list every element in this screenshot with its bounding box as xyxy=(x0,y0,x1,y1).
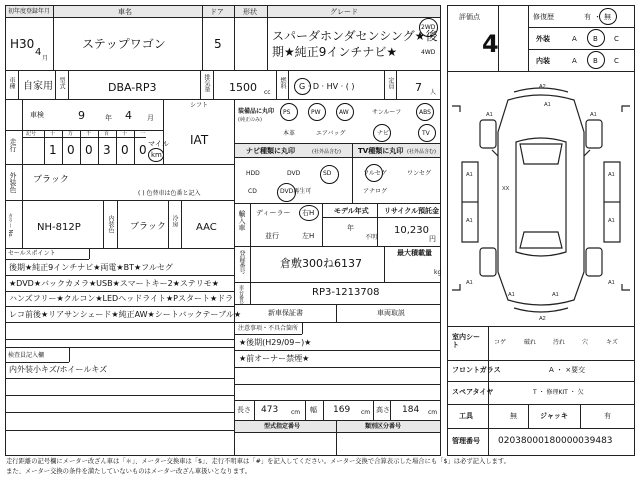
sales-line-1: 後期★純正9インチナビ★両電★BT★フルセグ xyxy=(9,263,173,272)
spare-label: スペアタイヤ xyxy=(452,388,494,396)
mileage-label: 走行 xyxy=(9,138,17,152)
digit-header: 十 xyxy=(122,131,128,137)
mark-r-front-door: A1 xyxy=(608,172,615,178)
navi-option: DVD再生可 xyxy=(280,188,312,195)
tools-label: 工具 xyxy=(459,412,473,420)
mark-fl-fender: A1 xyxy=(486,112,493,118)
reg-year-label: 初年度登録年月 xyxy=(8,8,51,15)
seat-option: キズ xyxy=(606,339,618,346)
cc-unit: cc xyxy=(264,89,271,96)
sales-line-3: ハンズフリー★クルコン★LEDヘッドライト★Pスタート★ドラ xyxy=(9,294,234,303)
seat-option: コゲ xyxy=(494,339,507,346)
inspection-month-unit: 月 xyxy=(147,114,154,122)
recycle-value: 10,230 xyxy=(394,225,429,236)
mileage-digit: 1 xyxy=(49,143,57,157)
model-year-unknown: 不明 xyxy=(365,234,378,241)
height-unit: cm xyxy=(428,409,438,416)
interior-seat-label: 室内シート xyxy=(452,333,480,350)
equip-item: PS xyxy=(283,109,291,116)
capacity-label: 定員 xyxy=(387,77,394,89)
equip-item: 本革 xyxy=(283,130,296,137)
model-year-label: モデル年式 xyxy=(334,207,369,215)
int-grade-label: 内装 xyxy=(536,57,550,65)
color-note: ( ) 色替車は色番と記入 xyxy=(138,190,201,197)
exterior-color: ブラック xyxy=(33,175,69,185)
drive-2wd: 2WD xyxy=(421,24,436,31)
score-value: 4 xyxy=(482,30,499,58)
spare-value: T ・ 修理KIT ・ 欠 xyxy=(533,389,584,396)
length-label: 長さ xyxy=(237,406,251,414)
sales-line-2: ★DVD★バックカメラ★USB★スマートキー2★ステリモ★ xyxy=(9,279,219,288)
unit-km: km xyxy=(151,151,162,159)
fuel-options: G · D · HV · ( ) xyxy=(299,82,355,91)
model-value: DBA-RP3 xyxy=(108,81,157,94)
ext-grade-c: C xyxy=(614,35,619,43)
seat-option: 穴 xyxy=(582,339,589,346)
ext-grade-b: B xyxy=(593,35,598,43)
category-label: 類別区分番号 xyxy=(365,423,402,430)
notes-label: 注意事項・不具合箇所 xyxy=(238,325,299,332)
mileage-digit: 0 xyxy=(139,143,147,157)
drive-4wd: 4WD xyxy=(421,49,436,56)
width-label: 幅 xyxy=(310,406,317,414)
mileage-digit: 0 xyxy=(67,143,75,157)
mileage-note-label: 記号 xyxy=(26,131,37,137)
shift-label: シフト xyxy=(190,102,209,109)
jack-label: ジャッキ xyxy=(540,412,568,420)
warranty-manual: 車両取説 xyxy=(377,309,405,317)
digit-header: 百 xyxy=(104,131,110,137)
capacity-value: 7 xyxy=(415,81,422,94)
person-unit: 人 xyxy=(430,89,437,96)
tv-sublabel: (社外品含む) xyxy=(407,149,436,155)
digit-header: 万 xyxy=(68,131,74,137)
inspector-label: 検査員記入欄 xyxy=(8,352,45,359)
tv-option: フルセグ xyxy=(363,170,387,177)
recycle-label: リサイクル預託金 xyxy=(384,207,440,215)
chassis-label: 車台番号 xyxy=(238,285,244,305)
mileage-digit: 0 xyxy=(121,143,129,157)
tv-option: アナログ xyxy=(363,188,388,195)
width-unit: cm xyxy=(361,409,371,416)
type-designation-label: 型式指定番号 xyxy=(264,423,301,430)
navi-option: CD xyxy=(248,188,257,195)
mgmt-value: 020380001800000394​83 xyxy=(498,436,613,446)
import-parallel: 並行 xyxy=(265,232,279,240)
color-code-label: カラー No. xyxy=(7,213,13,238)
tv-label: TV種類に丸印 xyxy=(358,147,404,155)
mileage-digit: 0 xyxy=(85,143,93,157)
color-code-value: NH-812P xyxy=(37,222,81,233)
model-label: 型式 xyxy=(58,77,65,89)
ac-label: 冷房 xyxy=(171,215,178,227)
footer-line-2: また、メーター交換の条件を満たしていないものはメーター改ざん車扱いとなります。 xyxy=(6,468,252,475)
mark-l-front-door: A1 xyxy=(466,172,473,178)
mark-r-rear-door: A1 xyxy=(608,218,615,224)
mark-rr: A1 xyxy=(552,292,559,298)
equip-item: ナビ xyxy=(377,130,390,137)
navi-option: DVD xyxy=(287,170,301,177)
doors-label: ドア xyxy=(210,8,224,16)
grade-label: グレード xyxy=(330,8,358,16)
mgmt-label: 管理番号 xyxy=(452,437,480,445)
mileage-digit: 3 xyxy=(103,143,111,157)
int-grade-b: B xyxy=(593,57,598,65)
digit-header: 一 xyxy=(140,131,146,137)
length-unit: cm xyxy=(291,409,301,416)
yen-unit: 円 xyxy=(429,235,436,243)
fuel-label: 燃料 xyxy=(279,77,286,89)
shift-value: IAT xyxy=(190,133,209,147)
digit-header: 十 xyxy=(50,131,56,137)
tv-option: ワンセグ xyxy=(407,170,432,177)
inspection-label: 車検 xyxy=(30,111,44,119)
repair-no: 無 xyxy=(604,13,611,21)
equipment-label: 装備品に丸印 xyxy=(238,108,275,115)
import-left: 左H xyxy=(302,232,315,240)
interior-color-label: 内装色 xyxy=(107,215,114,233)
mark-rear-bumper: A2 xyxy=(539,316,546,322)
repair-dot: ・ xyxy=(594,13,601,21)
car-body-diagram xyxy=(448,72,634,324)
digit-header: 千 xyxy=(86,131,92,137)
glass-label: フロントガラス xyxy=(452,366,501,374)
equip-item: AW xyxy=(339,109,349,116)
repair-label: 修復歴 xyxy=(533,13,554,21)
navi-label: ナビ種類に丸印 xyxy=(246,147,295,155)
interior-color-value: ブラック xyxy=(130,222,166,232)
grade-line-1: スパーダホンダセンシング★後 xyxy=(272,29,438,43)
navi-sublabel: (社外品含む) xyxy=(312,149,341,155)
reg-month: 4 xyxy=(35,47,42,58)
mark-xx: XX xyxy=(502,186,510,192)
grade-line-2: 期★純正9インチナビ★ xyxy=(272,45,398,59)
displacement-label: 排気量 xyxy=(203,74,210,92)
name-label: 車名 xyxy=(118,8,132,16)
seat-option: 破れ xyxy=(524,339,537,346)
mark-rl: A1 xyxy=(508,292,515,298)
tools-value: 無 xyxy=(510,412,517,420)
mark-l-rear-door: A1 xyxy=(466,218,473,224)
shape-label: 形状 xyxy=(243,8,257,16)
sales-line-4: レコ前後★リアサンシェード★純正AW★シートバックテーブル★ xyxy=(9,310,241,319)
model-year-unit: 年 xyxy=(347,224,354,232)
seat-option: 汚れ xyxy=(553,339,566,346)
navi-option: SD xyxy=(323,170,332,177)
import-label: 輸入車 xyxy=(238,210,246,231)
height-label: 高さ xyxy=(376,406,390,414)
equip-item: ABS xyxy=(419,109,431,116)
mark-r-quarter: A1 xyxy=(608,280,615,286)
repair-yes: 有 xyxy=(584,13,591,21)
chassis-value: RP3-1213708 xyxy=(312,287,380,298)
car-name: ステップワゴン xyxy=(82,37,166,51)
kg-unit: kg xyxy=(434,269,442,276)
equip-item: サンルーフ xyxy=(372,109,402,116)
equip-item: TV xyxy=(422,130,430,137)
unit-mile: マイル xyxy=(148,140,169,148)
score-label: 評価点 xyxy=(459,13,480,21)
sales-points-label: セールスポイント xyxy=(8,250,56,257)
doors-value: 5 xyxy=(214,37,222,51)
jack-value: 有 xyxy=(604,412,611,420)
ext-grade-a: A xyxy=(572,35,577,43)
ac-value: AAC xyxy=(196,222,217,233)
mark-front-bumper: A2 xyxy=(539,84,546,90)
equipment-sublabel: (純正のみ) xyxy=(238,117,262,123)
inspection-year: 9 xyxy=(78,109,85,122)
inspection-year-unit: 年 xyxy=(105,114,112,122)
width-value: 169 xyxy=(333,405,351,415)
footer-line-1: 走行距離の記号欄にメーター改ざん車は「＊」、メーター交換車は「$」、走行不明車は「#」を記入してください。メーター交換で合算表示した場合にも「$」は必ず記入します。 xyxy=(6,458,510,465)
exterior-label: 外装色 xyxy=(9,172,17,193)
mark-hood: A1 xyxy=(544,102,551,108)
inspection-month: 4 xyxy=(125,109,132,122)
ext-grade-label: 外装 xyxy=(536,35,550,43)
height-value: 184 xyxy=(402,405,420,415)
navi-option: HDD xyxy=(246,170,260,177)
warranty-new-car: 新車保証書 xyxy=(268,309,303,317)
displacement-value: 1500 xyxy=(229,81,257,94)
reg-month-unit: 月 xyxy=(42,55,49,62)
max-load-label: 最大積載量 xyxy=(397,249,432,257)
registration-label: 登録番号 xyxy=(238,250,245,274)
int-grade-c: C xyxy=(614,57,619,65)
mark-l-quarter: A1 xyxy=(466,280,473,286)
mark-fr-fender: A1 xyxy=(590,112,597,118)
import-right: 右H xyxy=(302,209,315,217)
use-value: 自家用 xyxy=(23,81,53,92)
inspector-text: 内外装小キズ/ホイールキズ xyxy=(9,365,108,374)
notes-line-1: ★後期(H29/09~)★ xyxy=(239,338,312,347)
type-label: 車種 xyxy=(8,77,15,89)
equip-item: エアバッグ xyxy=(316,130,346,137)
registration-value: 倉敷300ね6137 xyxy=(280,257,362,270)
notes-line-2: ★前オーナー禁煙★ xyxy=(239,354,310,363)
import-dealer: ディーラー xyxy=(256,209,291,217)
length-value: 473 xyxy=(261,405,279,415)
reg-year: H30 xyxy=(10,37,35,51)
equip-item: PW xyxy=(311,109,321,116)
int-grade-a: A xyxy=(572,57,577,65)
glass-value: A ・ ×要交 xyxy=(549,366,586,374)
